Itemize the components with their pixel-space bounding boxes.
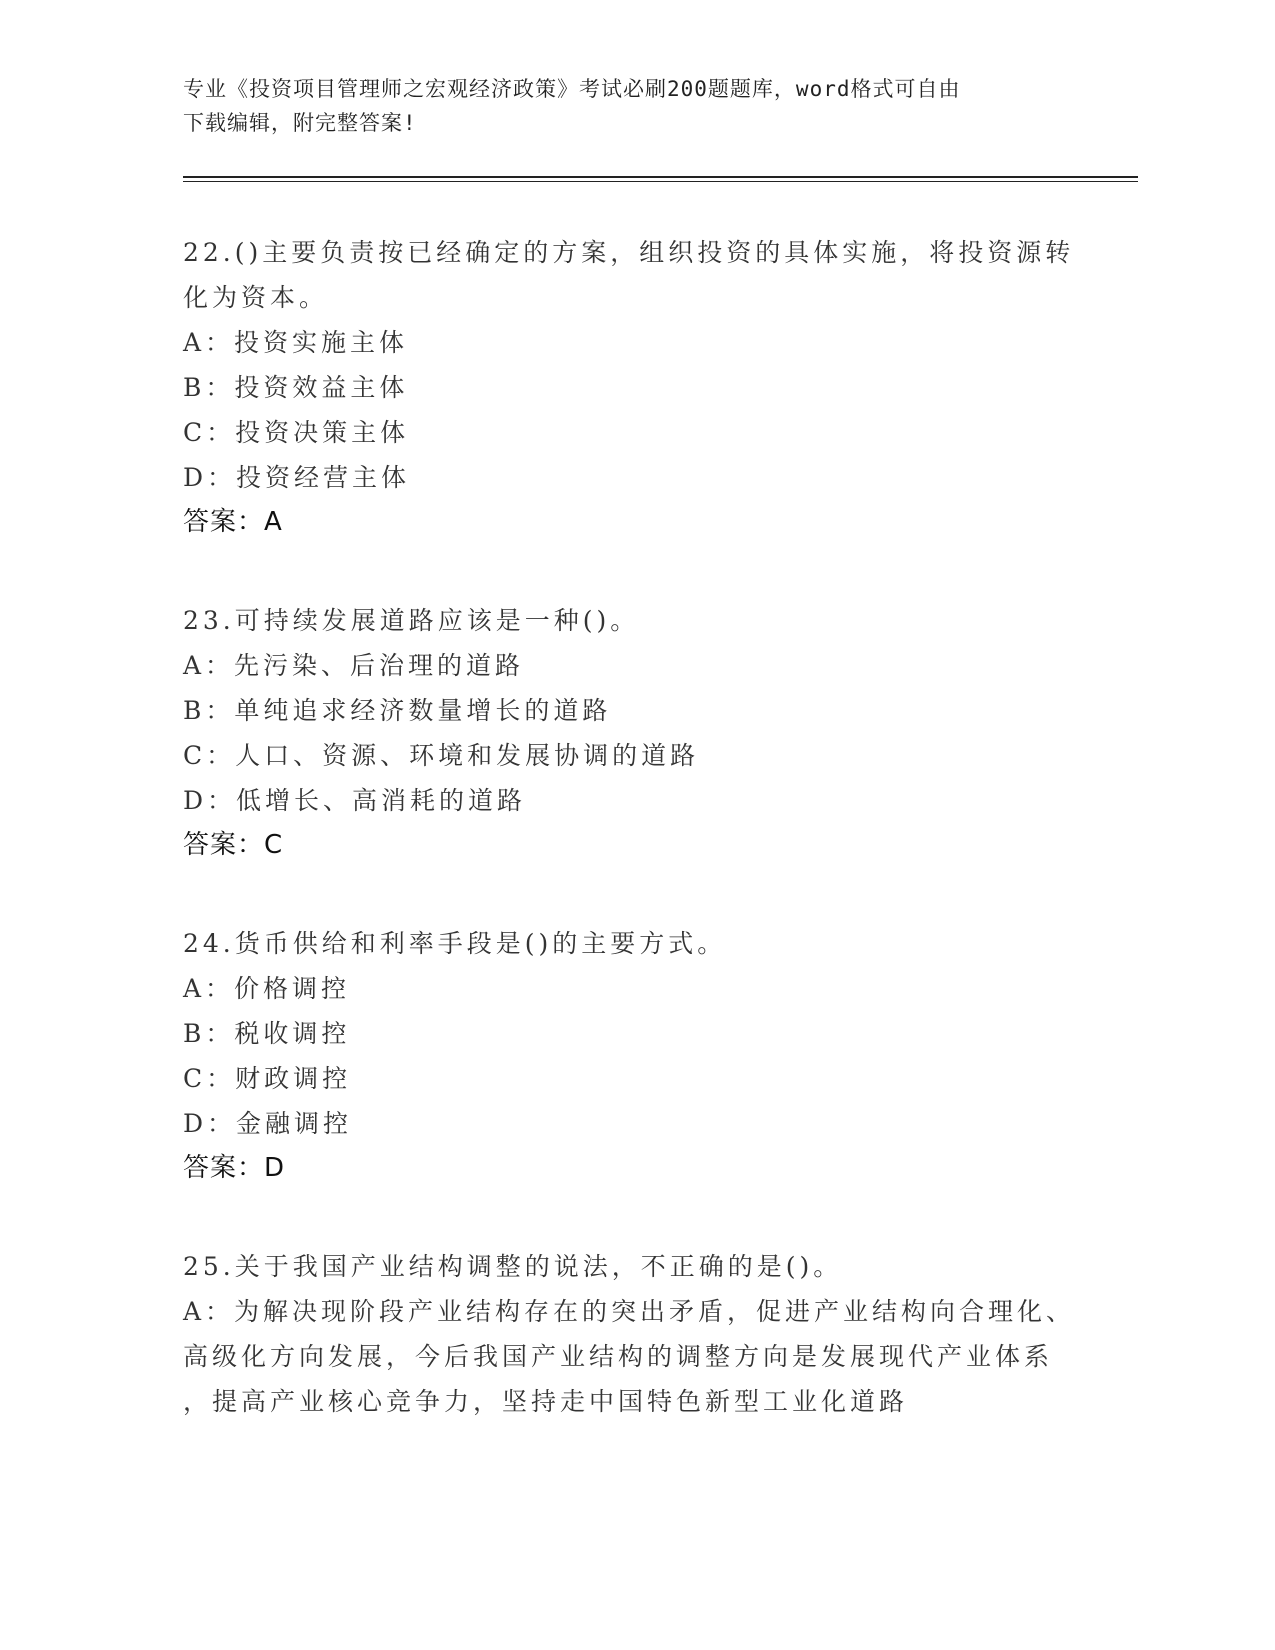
option-d: D：低增长、高消耗的道路 (183, 786, 527, 815)
option-a-line: A：为解决现阶段产业结构存在的突出矛盾，促进产业结构向合理化、 (183, 1297, 1076, 1326)
option-c: C：人口、资源、环境和发展协调的道路 (183, 741, 700, 770)
option-a-line: ，提高产业核心竞争力，坚持走中国特色新型工业化道路 (183, 1387, 909, 1416)
option-c: C：投资决策主体 (183, 418, 410, 447)
option-a: A：投资实施主体 (183, 328, 409, 357)
option-b: B：税收调控 (183, 1019, 351, 1048)
question-text: 24.货币供给和利率手段是()的主要方式。 (183, 929, 727, 958)
question-text: 22.()主要负责按已经确定的方案，组织投资的具体实施，将投资源转 (183, 238, 1075, 267)
question-24 (183, 921, 1083, 1191)
option-d: D：金融调控 (183, 1109, 353, 1138)
answer-label: 答案：D (183, 1153, 286, 1183)
header-line-1: 专业《投资项目管理师之宏观经济政策》考试必刷200题题库，word格式可自由 (183, 77, 961, 101)
question-25 (183, 1244, 1083, 1424)
answer-label: 答案：C (183, 830, 284, 860)
option-a: A：先污染、后治理的道路 (183, 651, 525, 680)
option-b: B：单纯追求经济数量增长的道路 (183, 696, 612, 725)
question-22 (183, 230, 1083, 545)
question-23 (183, 598, 1083, 868)
answer-label: 答案：A (183, 507, 283, 537)
option-b: B：投资效益主体 (183, 373, 409, 402)
option-c: C：财政调控 (183, 1064, 352, 1093)
question-text: 23.可持续发展道路应该是一种()。 (183, 606, 640, 635)
header-divider-thin (183, 181, 1138, 182)
document-header (183, 72, 1063, 140)
option-d: D：投资经营主体 (183, 463, 411, 492)
header-divider-thick (183, 176, 1138, 178)
question-list (183, 230, 1083, 1477)
question-text: 化为资本。 (183, 283, 329, 312)
header-line-2: 下载编辑，附完整答案! (183, 111, 417, 135)
option-a-line: 高级化方向发展，今后我国产业结构的调整方向是发展现代产业体系 (183, 1342, 1054, 1371)
option-a: A：价格调控 (183, 974, 351, 1003)
question-text: 25.关于我国产业结构调整的说法，不正确的是()。 (183, 1252, 843, 1281)
